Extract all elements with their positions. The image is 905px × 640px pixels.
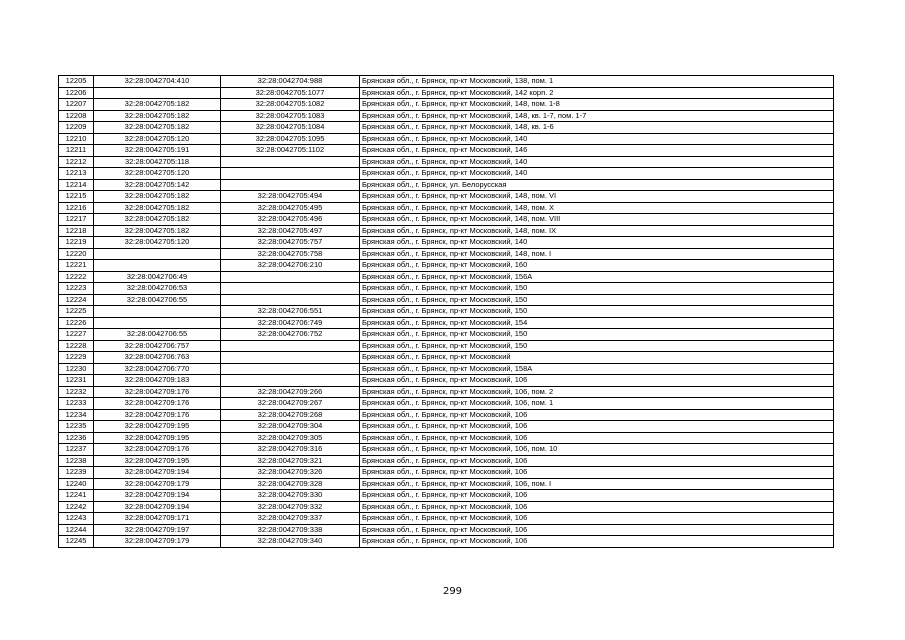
cadastral-number-cell: 32:28:0042705:182 bbox=[94, 110, 221, 122]
address-cell: Брянская обл., г. Брянск, пр-кт Московский, 150 bbox=[360, 306, 834, 318]
cadastral-number-cell: 32:28:0042705:120 bbox=[94, 133, 221, 145]
table-row bbox=[59, 260, 834, 272]
object-cadastral-number-cell: 32:28:0042709:330 bbox=[221, 490, 360, 502]
cadastral-number-cell: 32:28:0042709:195 bbox=[94, 455, 221, 467]
address-cell: Брянская обл., г. Брянск, пр-кт Московский, 148, пом. X bbox=[360, 202, 834, 214]
table-row bbox=[59, 409, 834, 421]
cadastral-number-cell: 32:28:0042709:176 bbox=[94, 386, 221, 398]
cadastral-number-cell: 32:28:0042705:118 bbox=[94, 156, 221, 168]
address-cell: Брянская обл., г. Брянск, пр-кт Московский, 106 bbox=[360, 490, 834, 502]
cadastral-number-cell: 32:28:0042709:195 bbox=[94, 432, 221, 444]
row-number-cell: 12226 bbox=[59, 317, 94, 329]
table-row bbox=[59, 432, 834, 444]
row-number-cell: 12205 bbox=[59, 76, 94, 88]
row-number-cell: 12220 bbox=[59, 248, 94, 260]
object-cadastral-number-cell: 32:28:0042709:305 bbox=[221, 432, 360, 444]
object-cadastral-number-cell: 32:28:0042705:1077 bbox=[221, 87, 360, 99]
cadastral-number-cell: 32:28:0042709:197 bbox=[94, 524, 221, 536]
address-cell: Брянская обл., г. Брянск, пр-кт Московский, 140 bbox=[360, 168, 834, 180]
object-cadastral-number-cell: 32:28:0042705:494 bbox=[221, 191, 360, 203]
object-cadastral-number-cell: 32:28:0042706:210 bbox=[221, 260, 360, 272]
cadastral-table bbox=[58, 75, 834, 548]
cadastral-number-cell: 32:28:0042706:770 bbox=[94, 363, 221, 375]
row-number-cell: 12240 bbox=[59, 478, 94, 490]
table-row bbox=[59, 202, 834, 214]
cadastral-number-cell: 32:28:0042705:120 bbox=[94, 237, 221, 249]
cadastral-number-cell: 32:28:0042705:142 bbox=[94, 179, 221, 191]
cadastral-number-cell: 32:28:0042705:191 bbox=[94, 145, 221, 157]
object-cadastral-number-cell bbox=[221, 340, 360, 352]
object-cadastral-number-cell bbox=[221, 179, 360, 191]
address-cell: Брянская обл., г. Брянск, пр-кт Московский, 156А bbox=[360, 271, 834, 283]
cadastral-number-cell: 32:28:0042709:179 bbox=[94, 536, 221, 548]
cadastral-number-cell: 32:28:0042709:171 bbox=[94, 513, 221, 525]
cadastral-number-cell: 32:28:0042709:194 bbox=[94, 501, 221, 513]
address-cell: Брянская обл., г. Брянск, пр-кт Московский, 106 bbox=[360, 432, 834, 444]
row-number-cell: 12213 bbox=[59, 168, 94, 180]
cadastral-number-cell bbox=[94, 317, 221, 329]
table-row bbox=[59, 340, 834, 352]
row-number-cell: 12218 bbox=[59, 225, 94, 237]
row-number-cell: 12237 bbox=[59, 444, 94, 456]
object-cadastral-number-cell bbox=[221, 168, 360, 180]
cadastral-number-cell: 32:28:0042709:176 bbox=[94, 409, 221, 421]
cadastral-number-cell: 32:28:0042704:410 bbox=[94, 76, 221, 88]
address-cell: Брянская обл., г. Брянск, пр-кт Московский bbox=[360, 352, 834, 364]
object-cadastral-number-cell: 32:28:0042705:1095 bbox=[221, 133, 360, 145]
address-cell: Брянская обл., г. Брянск, пр-кт Московский, 106 bbox=[360, 524, 834, 536]
address-cell: Брянская обл., г. Брянск, пр-кт Московский, 106, пом. 2 bbox=[360, 386, 834, 398]
object-cadastral-number-cell bbox=[221, 363, 360, 375]
table-row bbox=[59, 191, 834, 203]
cadastral-number-cell: 32:28:0042706:55 bbox=[94, 294, 221, 306]
row-number-cell: 12217 bbox=[59, 214, 94, 226]
table-body bbox=[59, 76, 834, 548]
row-number-cell: 12238 bbox=[59, 455, 94, 467]
table-row bbox=[59, 306, 834, 318]
object-cadastral-number-cell: 32:28:0042709:337 bbox=[221, 513, 360, 525]
row-number-cell: 12222 bbox=[59, 271, 94, 283]
address-cell: Брянская обл., г. Брянск, пр-кт Московский, 106 bbox=[360, 467, 834, 479]
row-number-cell: 12233 bbox=[59, 398, 94, 410]
cadastral-number-cell: 32:28:0042706:763 bbox=[94, 352, 221, 364]
address-cell: Брянская обл., г. Брянск, пр-кт Московский, 160 bbox=[360, 260, 834, 272]
cadastral-number-cell: 32:28:0042706:55 bbox=[94, 329, 221, 341]
object-cadastral-number-cell: 32:28:0042709:267 bbox=[221, 398, 360, 410]
address-cell: Брянская обл., г. Брянск, пр-кт Московский, 150 bbox=[360, 283, 834, 295]
address-cell: Брянская обл., г. Брянск, пр-кт Московский, 140 bbox=[360, 133, 834, 145]
row-number-cell: 12239 bbox=[59, 467, 94, 479]
address-cell: Брянская обл., г. Брянск, пр-кт Московский, 158А bbox=[360, 363, 834, 375]
object-cadastral-number-cell bbox=[221, 294, 360, 306]
row-number-cell: 12209 bbox=[59, 122, 94, 134]
cadastral-number-cell: 32:28:0042709:179 bbox=[94, 478, 221, 490]
address-cell: Брянская обл., г. Брянск, пр-кт Московский, 146 bbox=[360, 145, 834, 157]
row-number-cell: 12206 bbox=[59, 87, 94, 99]
row-number-cell: 12243 bbox=[59, 513, 94, 525]
row-number-cell: 12210 bbox=[59, 133, 94, 145]
page-number: 299 bbox=[442, 586, 463, 597]
table-row bbox=[59, 271, 834, 283]
address-cell: Брянская обл., г. Брянск, пр-кт Московский, 142 корп. 2 bbox=[360, 87, 834, 99]
object-cadastral-number-cell: 32:28:0042706:749 bbox=[221, 317, 360, 329]
table-row bbox=[59, 467, 834, 479]
row-number-cell: 12219 bbox=[59, 237, 94, 249]
address-cell: Брянская обл., г. Брянск, пр-кт Московский, 106 bbox=[360, 409, 834, 421]
table-row bbox=[59, 99, 834, 111]
cadastral-number-cell: 32:28:0042705:182 bbox=[94, 214, 221, 226]
table-row bbox=[59, 225, 834, 237]
table-row bbox=[59, 501, 834, 513]
row-number-cell: 12244 bbox=[59, 524, 94, 536]
object-cadastral-number-cell bbox=[221, 375, 360, 387]
object-cadastral-number-cell: 32:28:0042706:551 bbox=[221, 306, 360, 318]
table-row bbox=[59, 478, 834, 490]
object-cadastral-number-cell: 32:28:0042709:268 bbox=[221, 409, 360, 421]
address-cell: Брянская обл., г. Брянск, пр-кт Московский, 140 bbox=[360, 156, 834, 168]
table-row bbox=[59, 490, 834, 502]
table-row bbox=[59, 513, 834, 525]
table-row bbox=[59, 524, 834, 536]
cadastral-number-cell: 32:28:0042705:182 bbox=[94, 202, 221, 214]
object-cadastral-number-cell: 32:28:0042709:340 bbox=[221, 536, 360, 548]
object-cadastral-number-cell: 32:28:0042709:316 bbox=[221, 444, 360, 456]
object-cadastral-number-cell bbox=[221, 156, 360, 168]
object-cadastral-number-cell: 32:28:0042704:988 bbox=[221, 76, 360, 88]
table-row bbox=[59, 248, 834, 260]
object-cadastral-number-cell bbox=[221, 283, 360, 295]
row-number-cell: 12211 bbox=[59, 145, 94, 157]
row-number-cell: 12227 bbox=[59, 329, 94, 341]
cadastral-number-cell: 32:28:0042709:194 bbox=[94, 467, 221, 479]
table-row bbox=[59, 375, 834, 387]
address-cell: Брянская обл., г. Брянск, пр-кт Московский, 150 bbox=[360, 340, 834, 352]
table-row bbox=[59, 444, 834, 456]
row-number-cell: 12234 bbox=[59, 409, 94, 421]
row-number-cell: 12216 bbox=[59, 202, 94, 214]
object-cadastral-number-cell: 32:28:0042709:304 bbox=[221, 421, 360, 433]
row-number-cell: 12221 bbox=[59, 260, 94, 272]
row-number-cell: 12214 bbox=[59, 179, 94, 191]
cadastral-number-cell: 32:28:0042706:757 bbox=[94, 340, 221, 352]
row-number-cell: 12229 bbox=[59, 352, 94, 364]
address-cell: Брянская обл., г. Брянск, пр-кт Московский, 148, пом. I bbox=[360, 248, 834, 260]
address-cell: Брянская обл., г. Брянск, пр-кт Московский, 106, пом. 10 bbox=[360, 444, 834, 456]
table-row bbox=[59, 398, 834, 410]
table-row bbox=[59, 214, 834, 226]
table-row bbox=[59, 133, 834, 145]
table-row bbox=[59, 455, 834, 467]
address-cell: Брянская обл., г. Брянск, пр-кт Московский, 106 bbox=[360, 513, 834, 525]
address-cell: Брянская обл., г. Брянск, пр-кт Московский, 148, пом. VI bbox=[360, 191, 834, 203]
row-number-cell: 12208 bbox=[59, 110, 94, 122]
address-cell: Брянская обл., г. Брянск, пр-кт Московский, 150 bbox=[360, 329, 834, 341]
address-cell: Брянская обл., г. Брянск, пр-кт Московский, 106 bbox=[360, 455, 834, 467]
address-cell: Брянская обл., г. Брянск, пр-кт Московский, 148, кв. 1-7, пом. 1-7 bbox=[360, 110, 834, 122]
table-row bbox=[59, 156, 834, 168]
object-cadastral-number-cell: 32:28:0042705:1083 bbox=[221, 110, 360, 122]
address-cell: Брянская обл., г. Брянск, пр-кт Московский, 106 bbox=[360, 536, 834, 548]
address-cell: Брянская обл., г. Брянск, пр-кт Московский, 148, пом. IX bbox=[360, 225, 834, 237]
cadastral-number-cell: 32:28:0042705:120 bbox=[94, 168, 221, 180]
address-cell: Брянская обл., г. Брянск, пр-кт Московский, 138, пом. 1 bbox=[360, 76, 834, 88]
object-cadastral-number-cell: 32:28:0042709:326 bbox=[221, 467, 360, 479]
cadastral-number-cell bbox=[94, 306, 221, 318]
object-cadastral-number-cell: 32:28:0042709:321 bbox=[221, 455, 360, 467]
row-number-cell: 12236 bbox=[59, 432, 94, 444]
row-number-cell: 12241 bbox=[59, 490, 94, 502]
cadastral-number-cell: 32:28:0042705:182 bbox=[94, 99, 221, 111]
cadastral-number-cell bbox=[94, 248, 221, 260]
row-number-cell: 12207 bbox=[59, 99, 94, 111]
table-row bbox=[59, 329, 834, 341]
cadastral-number-cell: 32:28:0042709:176 bbox=[94, 398, 221, 410]
object-cadastral-number-cell: 32:28:0042709:328 bbox=[221, 478, 360, 490]
address-cell: Брянская обл., г. Брянск, пр-кт Московский, 106, пом. 1 bbox=[360, 398, 834, 410]
address-cell: Брянская обл., г. Брянск, пр-кт Московский, 106 bbox=[360, 375, 834, 387]
table-row bbox=[59, 237, 834, 249]
address-cell: Брянская обл., г. Брянск, пр-кт Московский, 150 bbox=[360, 294, 834, 306]
cadastral-number-cell: 32:28:0042709:183 bbox=[94, 375, 221, 387]
table-row bbox=[59, 536, 834, 548]
object-cadastral-number-cell: 32:28:0042709:338 bbox=[221, 524, 360, 536]
row-number-cell: 12212 bbox=[59, 156, 94, 168]
table-row bbox=[59, 87, 834, 99]
address-cell: Брянская обл., г. Брянск, пр-кт Московский, 154 bbox=[360, 317, 834, 329]
table-row bbox=[59, 76, 834, 88]
row-number-cell: 12225 bbox=[59, 306, 94, 318]
cadastral-number-cell: 32:28:0042705:182 bbox=[94, 122, 221, 134]
table-row bbox=[59, 363, 834, 375]
object-cadastral-number-cell: 32:28:0042705:1102 bbox=[221, 145, 360, 157]
cadastral-number-cell bbox=[94, 87, 221, 99]
cadastral-number-cell: 32:28:0042705:182 bbox=[94, 225, 221, 237]
cadastral-number-cell bbox=[94, 260, 221, 272]
address-cell: Брянская обл., г. Брянск, пр-кт Московский, 148, кв. 1-6 bbox=[360, 122, 834, 134]
object-cadastral-number-cell: 32:28:0042705:496 bbox=[221, 214, 360, 226]
cadastral-number-cell: 32:28:0042705:182 bbox=[94, 191, 221, 203]
object-cadastral-number-cell: 32:28:0042705:495 bbox=[221, 202, 360, 214]
cadastral-number-cell: 32:28:0042706:49 bbox=[94, 271, 221, 283]
row-number-cell: 12228 bbox=[59, 340, 94, 352]
cadastral-number-cell: 32:28:0042709:195 bbox=[94, 421, 221, 433]
object-cadastral-number-cell: 32:28:0042705:1084 bbox=[221, 122, 360, 134]
address-cell: Брянская обл., г. Брянск, пр-кт Московский, 106 bbox=[360, 501, 834, 513]
table-row bbox=[59, 317, 834, 329]
object-cadastral-number-cell bbox=[221, 271, 360, 283]
table-row bbox=[59, 110, 834, 122]
address-cell: Брянская обл., г. Брянск, пр-кт Московский, 148, пом. 1-8 bbox=[360, 99, 834, 111]
row-number-cell: 12232 bbox=[59, 386, 94, 398]
table-row bbox=[59, 168, 834, 180]
cadastral-number-cell: 32:28:0042709:194 bbox=[94, 490, 221, 502]
row-number-cell: 12242 bbox=[59, 501, 94, 513]
object-cadastral-number-cell: 32:28:0042709:266 bbox=[221, 386, 360, 398]
address-cell: Брянская обл., г. Брянск, ул. Белорусская bbox=[360, 179, 834, 191]
table-row bbox=[59, 386, 834, 398]
object-cadastral-number-cell: 32:28:0042705:497 bbox=[221, 225, 360, 237]
object-cadastral-number-cell: 32:28:0042705:1082 bbox=[221, 99, 360, 111]
object-cadastral-number-cell: 32:28:0042705:758 bbox=[221, 248, 360, 260]
table-row bbox=[59, 421, 834, 433]
table-row bbox=[59, 352, 834, 364]
row-number-cell: 12245 bbox=[59, 536, 94, 548]
row-number-cell: 12215 bbox=[59, 191, 94, 203]
cadastral-number-cell: 32:28:0042709:176 bbox=[94, 444, 221, 456]
row-number-cell: 12223 bbox=[59, 283, 94, 295]
table-row bbox=[59, 179, 834, 191]
row-number-cell: 12235 bbox=[59, 421, 94, 433]
address-cell: Брянская обл., г. Брянск, пр-кт Московский, 140 bbox=[360, 237, 834, 249]
object-cadastral-number-cell bbox=[221, 352, 360, 364]
table-row bbox=[59, 145, 834, 157]
row-number-cell: 12231 bbox=[59, 375, 94, 387]
table-row bbox=[59, 283, 834, 295]
table-row bbox=[59, 122, 834, 134]
object-cadastral-number-cell: 32:28:0042706:752 bbox=[221, 329, 360, 341]
cadastral-number-cell: 32:28:0042706:53 bbox=[94, 283, 221, 295]
row-number-cell: 12230 bbox=[59, 363, 94, 375]
object-cadastral-number-cell: 32:28:0042709:332 bbox=[221, 501, 360, 513]
address-cell: Брянская обл., г. Брянск, пр-кт Московский, 106, пом. I bbox=[360, 478, 834, 490]
address-cell: Брянская обл., г. Брянск, пр-кт Московский, 148, пом. VIII bbox=[360, 214, 834, 226]
table-row bbox=[59, 294, 834, 306]
address-cell: Брянская обл., г. Брянск, пр-кт Московский, 106 bbox=[360, 421, 834, 433]
row-number-cell: 12224 bbox=[59, 294, 94, 306]
object-cadastral-number-cell: 32:28:0042705:757 bbox=[221, 237, 360, 249]
